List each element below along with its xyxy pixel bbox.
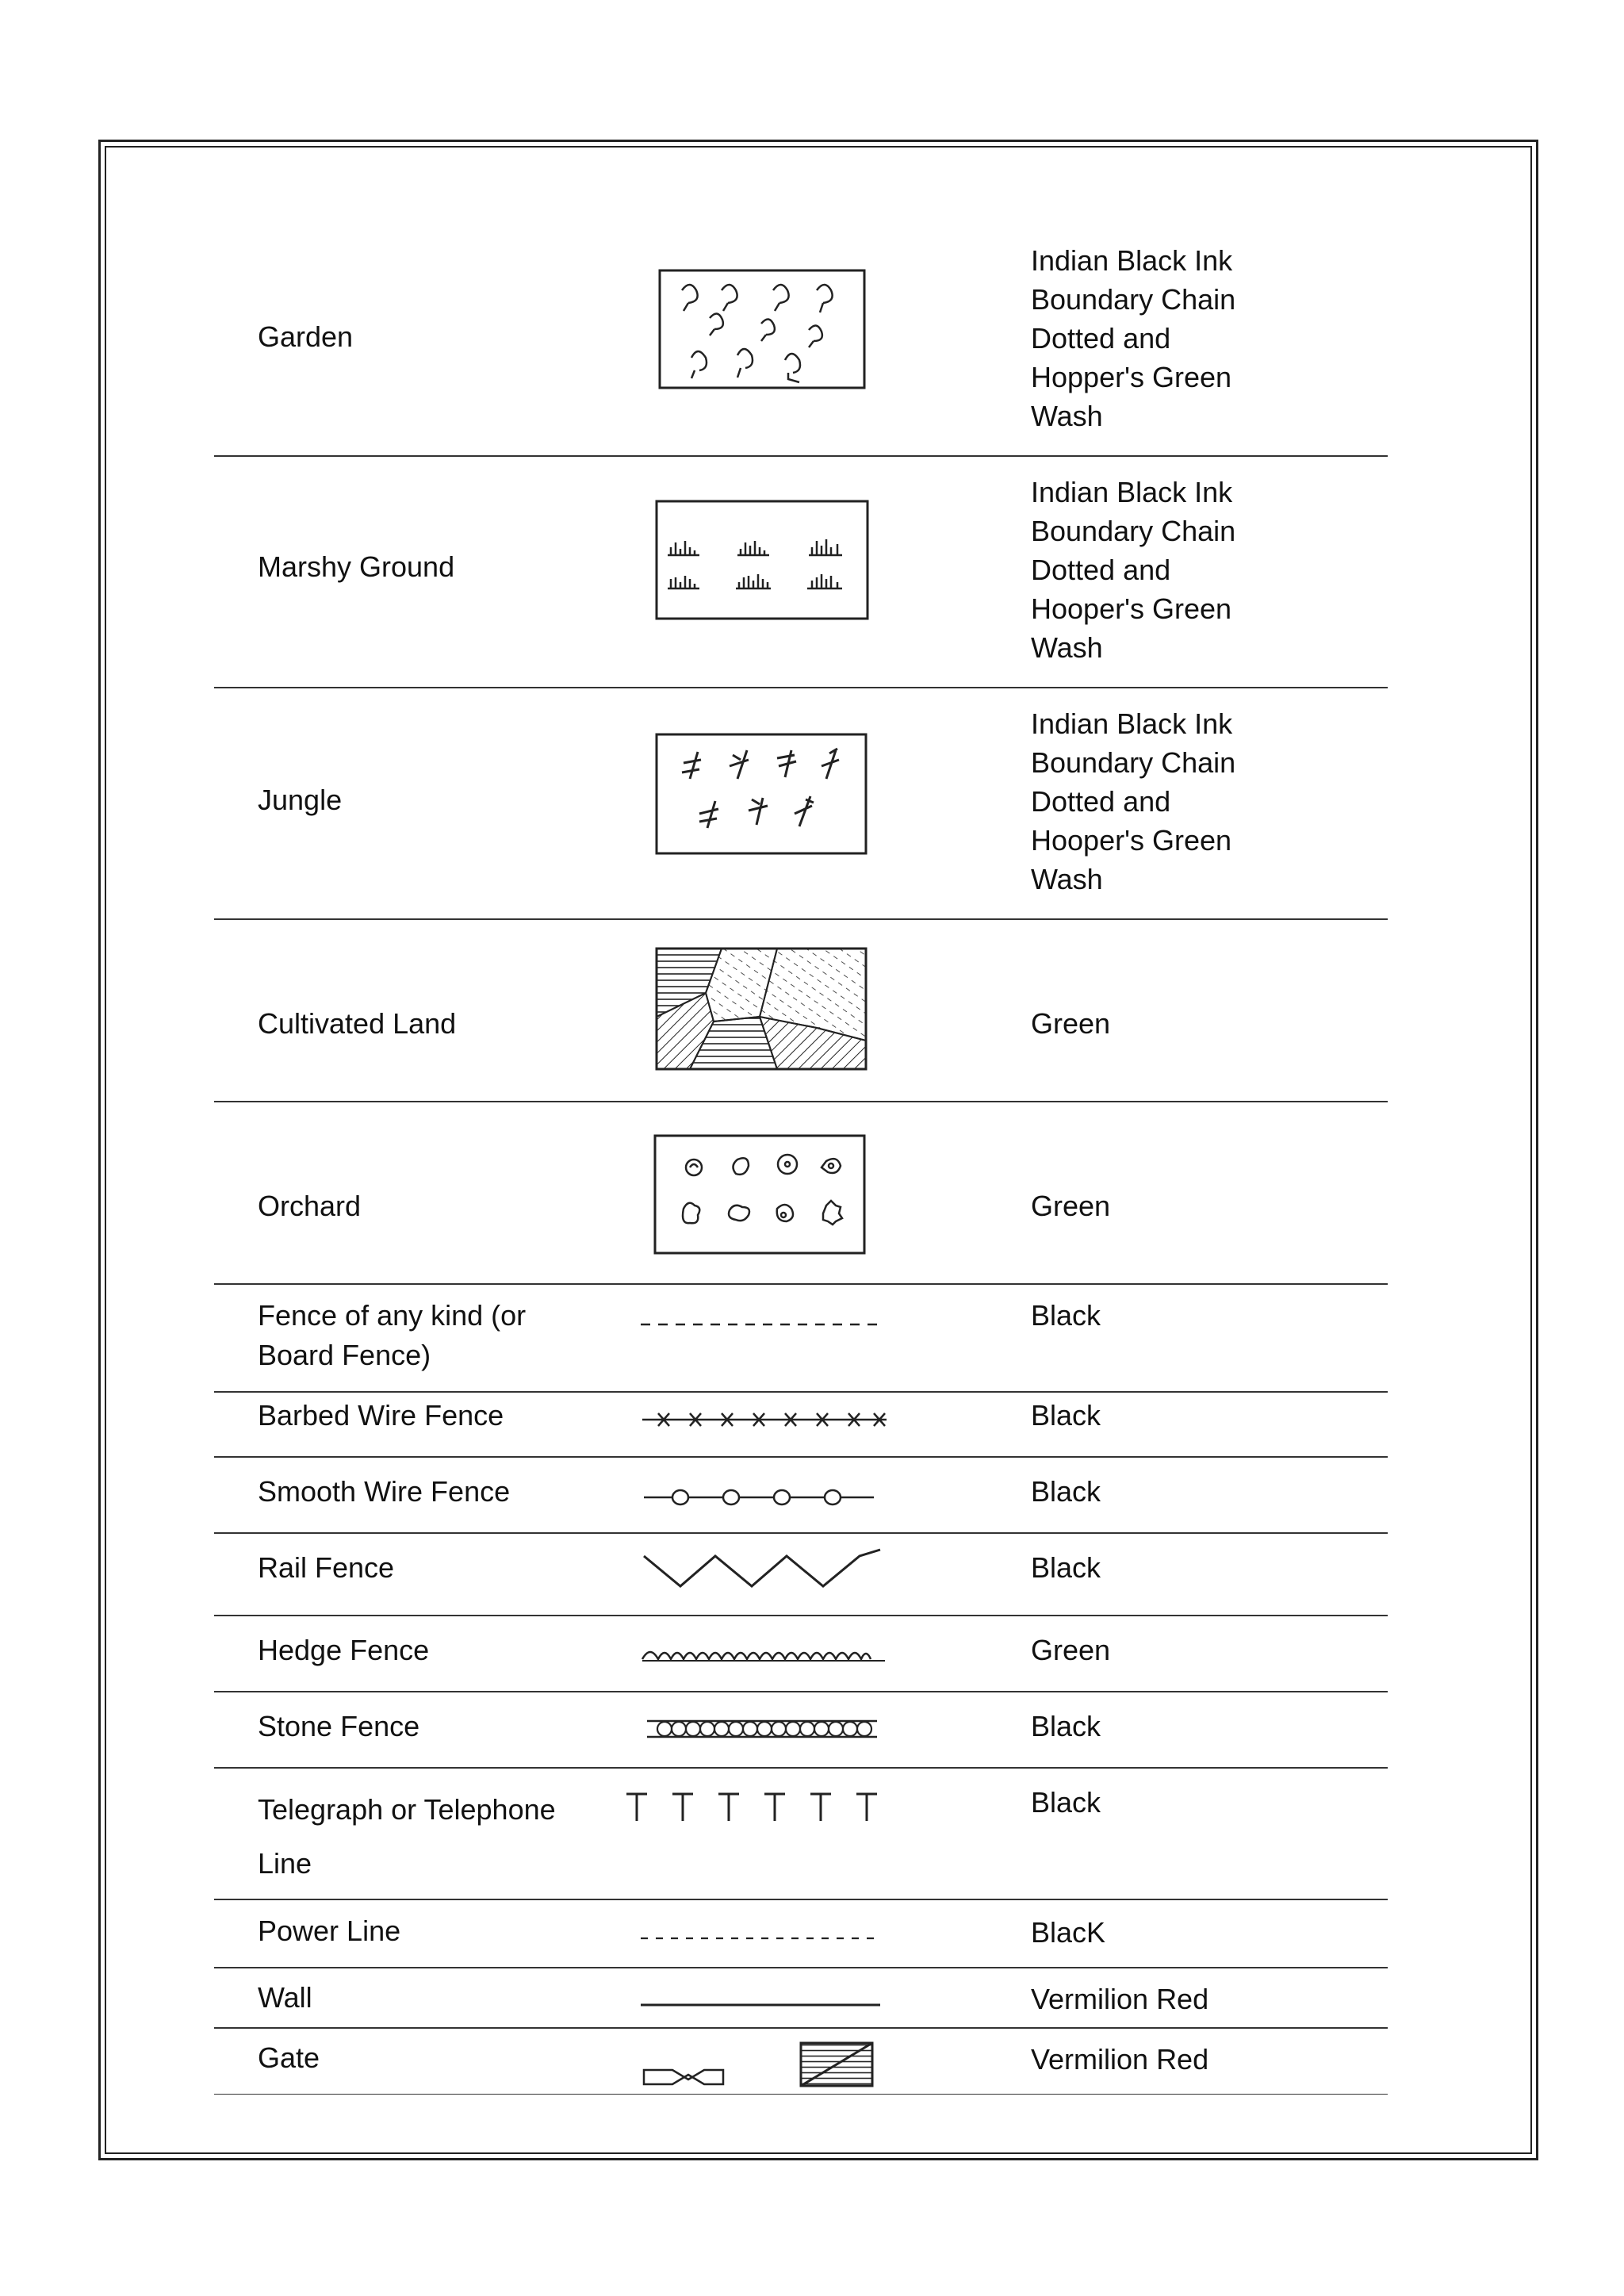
- row-divider: [214, 1532, 1388, 1534]
- row-name: Marshy Ground: [258, 550, 455, 583]
- row-color: Black: [1031, 1710, 1101, 1742]
- row-color: Indian Black Ink Boundary Chain Dotted and Hopper's Green Wash: [1031, 244, 1236, 432]
- marsh-symbol-icon: [619, 498, 904, 625]
- row-name: Rail Fence: [258, 1551, 395, 1584]
- gate-symbol-icon: [619, 2037, 904, 2092]
- garden-symbol-icon: [619, 266, 904, 393]
- row-name: Hedge Fence: [258, 1634, 430, 1666]
- row-color: Black: [1031, 1786, 1101, 1819]
- row-name: Jungle: [258, 784, 343, 816]
- row-divider: [214, 455, 1388, 457]
- row-name: Barbed Wire Fence: [258, 1399, 504, 1432]
- row-color: Indian Black Ink Boundary Chain Dotted and Hooper's Green Wash: [1031, 476, 1236, 664]
- row-color: Black: [1031, 1399, 1101, 1432]
- row-color: Green: [1031, 1007, 1111, 1040]
- cultivated-land-symbol-icon: [619, 945, 904, 1072]
- row-name: Cultivated Land: [258, 1007, 457, 1040]
- row-divider: [214, 1101, 1388, 1102]
- telegraph-line-icon: [619, 1788, 904, 1827]
- row-divider: [214, 1283, 1388, 1285]
- row-divider: [214, 1967, 1388, 1968]
- row-divider: [214, 918, 1388, 920]
- row-color: Green: [1031, 1190, 1111, 1222]
- row-divider: [214, 1691, 1388, 1692]
- row-color: Indian Black Ink Boundary Chain Dotted and Hooper's Green Wash: [1031, 707, 1236, 895]
- row-divider: [214, 1456, 1388, 1458]
- row-name: Telegraph or Telephone Line: [258, 1793, 556, 1880]
- row-name: Gate: [258, 2041, 320, 2074]
- hedge-line-icon: [619, 1637, 904, 1669]
- row-divider: [214, 2094, 1388, 2095]
- row-name: Power Line: [258, 1915, 401, 1947]
- row-name: Smooth Wire Fence: [258, 1475, 511, 1508]
- row-divider: [214, 1615, 1388, 1616]
- row-divider: [214, 687, 1388, 688]
- orchard-symbol-icon: [619, 1133, 904, 1259]
- row-color: Black: [1031, 1551, 1101, 1584]
- row-divider: [214, 1767, 1388, 1769]
- smooth-wire-icon: [619, 1480, 904, 1512]
- row-color: Green: [1031, 1634, 1111, 1666]
- barbed-wire-icon: [619, 1404, 904, 1435]
- zigzag-line-icon: [619, 1547, 904, 1594]
- row-name: Wall: [258, 1981, 312, 2014]
- row-color: Vermilion Red: [1031, 1983, 1209, 2015]
- jungle-symbol-icon: [619, 731, 904, 858]
- stone-fence-icon: [619, 1713, 904, 1745]
- row-color: Vermilion Red: [1031, 2043, 1209, 2076]
- row-color: BlacK: [1031, 1916, 1106, 1949]
- row-name: Garden: [258, 320, 354, 353]
- row-name: Fence of any kind (or Board Fence): [258, 1299, 527, 1371]
- row-color: Black: [1031, 1475, 1101, 1508]
- row-divider: [214, 2027, 1388, 2029]
- row-divider: [214, 1391, 1388, 1393]
- power-line-icon: [619, 1921, 904, 1953]
- row-color: Black: [1031, 1299, 1101, 1332]
- row-name: Orchard: [258, 1190, 362, 1222]
- wall-line-icon: [619, 1984, 904, 2016]
- row-divider: [214, 1899, 1388, 1900]
- dashed-line-icon: [619, 1309, 904, 1340]
- row-name: Stone Fence: [258, 1710, 420, 1742]
